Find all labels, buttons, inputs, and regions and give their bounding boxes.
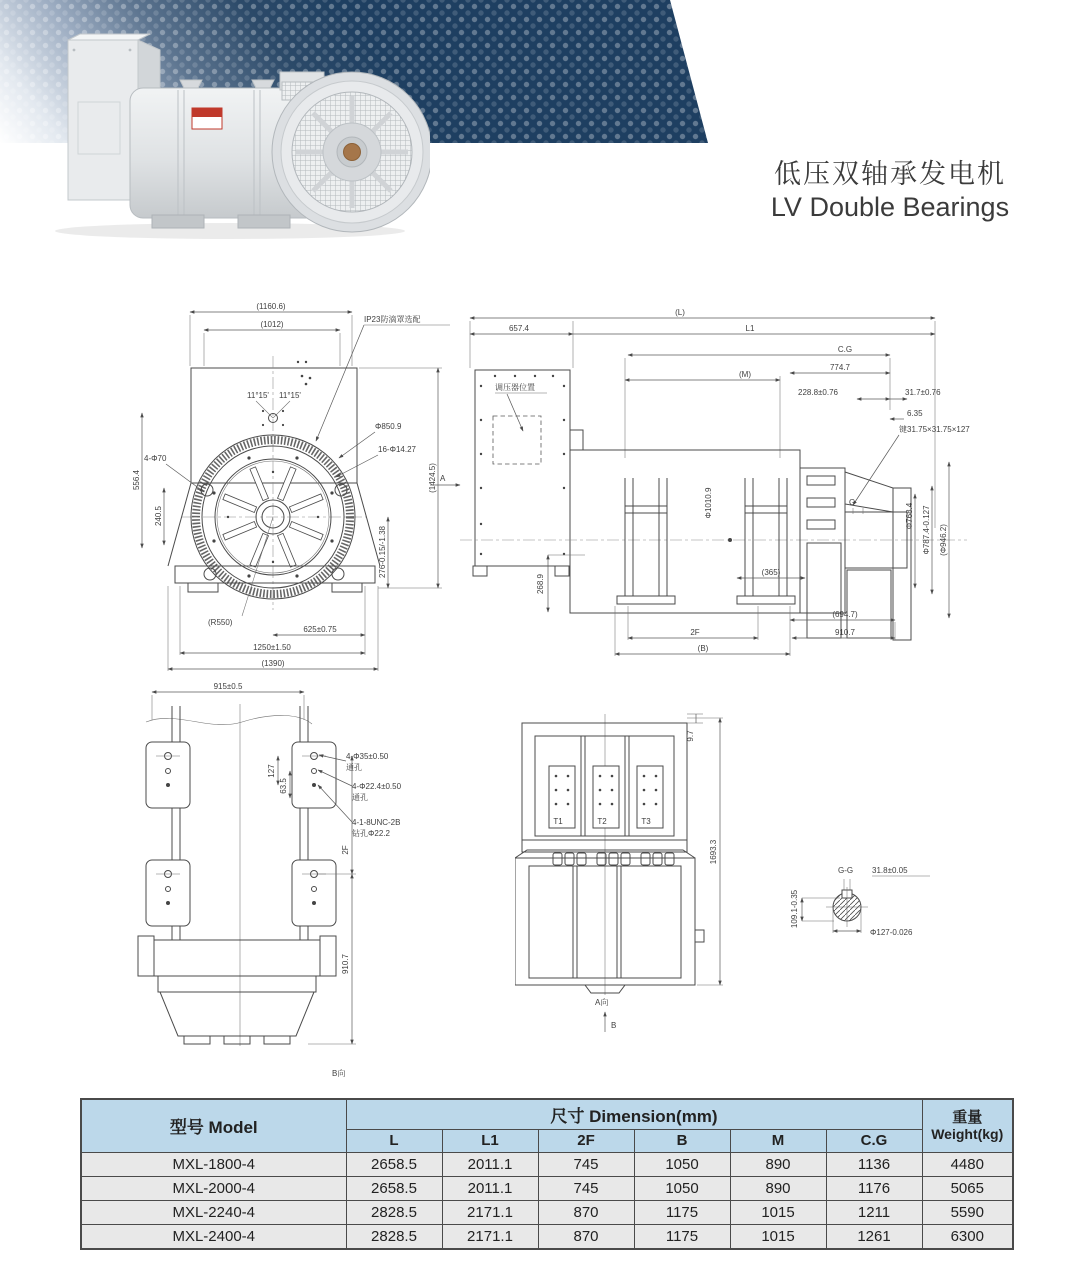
value-cell: 2828.5 xyxy=(346,1224,442,1249)
dim-label: 127 xyxy=(267,764,276,778)
title-cn: 低压双轴承发电机 xyxy=(774,159,1006,189)
value-cell: 2011.1 xyxy=(442,1152,538,1176)
regulator-note: 调压器位置 xyxy=(495,383,535,392)
ip23-note: IP23防滴罩选配 xyxy=(364,315,421,324)
generator-photo xyxy=(30,10,430,240)
value-cell: 2658.5 xyxy=(346,1176,442,1200)
value-cell: 1050 xyxy=(634,1152,730,1176)
weight-header-en: Weight(kg) xyxy=(931,1125,1004,1142)
weight-header-cell xyxy=(922,1099,1013,1152)
dim-label: 31.7±0.76 xyxy=(905,388,941,397)
table-row xyxy=(81,1200,1013,1224)
value-cell: 890 xyxy=(730,1176,826,1200)
value-cell: 2171.1 xyxy=(442,1224,538,1249)
weight-cell: 6300 xyxy=(922,1224,1013,1249)
table-row xyxy=(81,1152,1013,1176)
dim-label: 1693.3 xyxy=(709,839,718,865)
view-b-label: B向 xyxy=(332,1069,346,1078)
dim-label: Φ768.4 xyxy=(905,502,914,530)
dim-label: 268.9 xyxy=(536,573,545,595)
dim-label: (M) xyxy=(739,370,751,379)
dim-label: 通孔 xyxy=(346,763,362,772)
dim-label: 910.7 xyxy=(834,628,856,637)
terminal-label: T3 xyxy=(641,817,651,826)
value-cell: 1175 xyxy=(634,1224,730,1249)
value-cell: 2658.5 xyxy=(346,1152,442,1176)
top-view-drawing xyxy=(515,690,810,1040)
dim-label: Φ787.4-0.127 xyxy=(922,505,931,555)
col-header-2f: 2F xyxy=(538,1129,634,1152)
model-cell: MXL-2400-4 xyxy=(81,1224,346,1249)
dim-label: (B) xyxy=(697,644,709,653)
value-cell: 1015 xyxy=(730,1200,826,1224)
dim-label: (L) xyxy=(675,308,685,317)
dim-label: 9.7 xyxy=(686,730,695,742)
weight-header-cn: 重量 xyxy=(952,1108,983,1126)
dim-label: (1424.5) xyxy=(428,463,437,493)
value-cell: 890 xyxy=(730,1152,826,1176)
dim-label: 657.4 xyxy=(508,324,530,333)
dim-label: 4-Φ70 xyxy=(144,454,167,463)
table-row xyxy=(81,1224,1013,1249)
weight-cell: 4480 xyxy=(922,1152,1013,1176)
dim-label: 通孔 xyxy=(352,793,368,802)
front-view-drawing xyxy=(130,298,470,676)
terminal-label: T2 xyxy=(597,817,607,826)
dim-label: 11°15' xyxy=(247,391,269,400)
col-header-l1: L1 xyxy=(442,1129,538,1152)
dim-label: 2F xyxy=(341,845,350,855)
value-cell: 2828.5 xyxy=(346,1200,442,1224)
dim-label: (365) xyxy=(761,568,781,577)
dim-label: B xyxy=(611,1021,617,1030)
dim-label: 109.1-0.35 xyxy=(790,889,799,929)
model-cell: MXL-1800-4 xyxy=(81,1152,346,1176)
col-header-m: M xyxy=(730,1129,826,1152)
value-cell: 1015 xyxy=(730,1224,826,1249)
dim-label: 6.35 xyxy=(907,409,923,418)
dim-label: 31.8±0.05 xyxy=(872,866,908,875)
dim-label: (1012) xyxy=(260,320,284,329)
dim-label: 4-Φ35±0.50 xyxy=(346,752,389,761)
model-header-cell: 型号 Model xyxy=(81,1099,346,1152)
dim-label: 2F xyxy=(690,628,700,637)
dim-label: Φ850.9 xyxy=(375,422,402,431)
dim-label: (1160.6) xyxy=(256,302,286,311)
view-a-label: A xyxy=(440,474,446,483)
dimension-header-cell: 尺寸 Dimension(mm) xyxy=(346,1099,922,1129)
value-cell: 1176 xyxy=(826,1176,922,1200)
terminal-label: T1 xyxy=(553,817,563,826)
dim-label: 915±0.5 xyxy=(213,682,243,691)
section-gg-drawing xyxy=(780,845,1010,980)
dim-label: C.G xyxy=(837,345,853,354)
dim-label: 16-Φ14.27 xyxy=(378,445,416,454)
value-cell: 1211 xyxy=(826,1200,922,1224)
dim-label: 11°15' xyxy=(279,391,301,400)
dim-label: 240.5 xyxy=(154,505,163,527)
title-en: LV Double Bearings xyxy=(770,192,1010,222)
dim-label: L1 xyxy=(745,324,755,333)
dim-label: Φ1010.9 xyxy=(704,487,713,519)
dim-label: 钻孔Φ22.2 xyxy=(352,829,390,838)
rear-view-drawing xyxy=(118,678,463,1090)
side-view-drawing xyxy=(455,298,975,678)
dim-label: (694.7) xyxy=(832,610,858,619)
dimension-table xyxy=(80,1098,1014,1250)
dim-label: G xyxy=(849,498,856,507)
value-cell: 745 xyxy=(538,1176,634,1200)
section-label: G-G xyxy=(838,866,854,875)
weight-cell: 5065 xyxy=(922,1176,1013,1200)
col-header-l: L xyxy=(346,1129,442,1152)
dim-label: 556.4 xyxy=(132,469,141,491)
view-a-label: A向 xyxy=(595,998,609,1007)
dim-label: 774.7 xyxy=(829,363,851,372)
dim-label: 276-0.15/-1.38 xyxy=(378,525,387,579)
value-cell: 870 xyxy=(538,1224,634,1249)
value-cell: 1050 xyxy=(634,1176,730,1200)
value-cell: 1136 xyxy=(826,1152,922,1176)
dim-label: 4-1-8UNC-2B xyxy=(352,818,401,827)
dim-label: 63.5 xyxy=(279,778,288,794)
dim-label: (Φ946.2) xyxy=(939,524,948,556)
value-cell: 1175 xyxy=(634,1200,730,1224)
key-note: 键31.75×31.75×127 xyxy=(899,425,970,434)
value-cell: 2011.1 xyxy=(442,1176,538,1200)
value-cell: 1261 xyxy=(826,1224,922,1249)
dim-label: 910.7 xyxy=(341,953,350,975)
col-header-cg: C.G xyxy=(826,1129,922,1152)
page-title xyxy=(700,158,1080,224)
dim-label: (1390) xyxy=(261,659,285,668)
value-cell: 870 xyxy=(538,1200,634,1224)
col-header-b: B xyxy=(634,1129,730,1152)
dim-label: 228.8±0.76 xyxy=(798,388,838,397)
dim-label: 1250±1.50 xyxy=(253,643,291,652)
value-cell: 745 xyxy=(538,1152,634,1176)
table-row xyxy=(81,1176,1013,1200)
model-cell: MXL-2240-4 xyxy=(81,1200,346,1224)
model-cell: MXL-2000-4 xyxy=(81,1176,346,1200)
value-cell: 2171.1 xyxy=(442,1200,538,1224)
dim-label: (R550) xyxy=(208,618,233,627)
dim-label: 625±0.75 xyxy=(303,625,337,634)
dim-label: Φ127-0.026 xyxy=(870,928,913,937)
weight-cell: 5590 xyxy=(922,1200,1013,1224)
dim-label: 4-Φ22.4±0.50 xyxy=(352,782,402,791)
